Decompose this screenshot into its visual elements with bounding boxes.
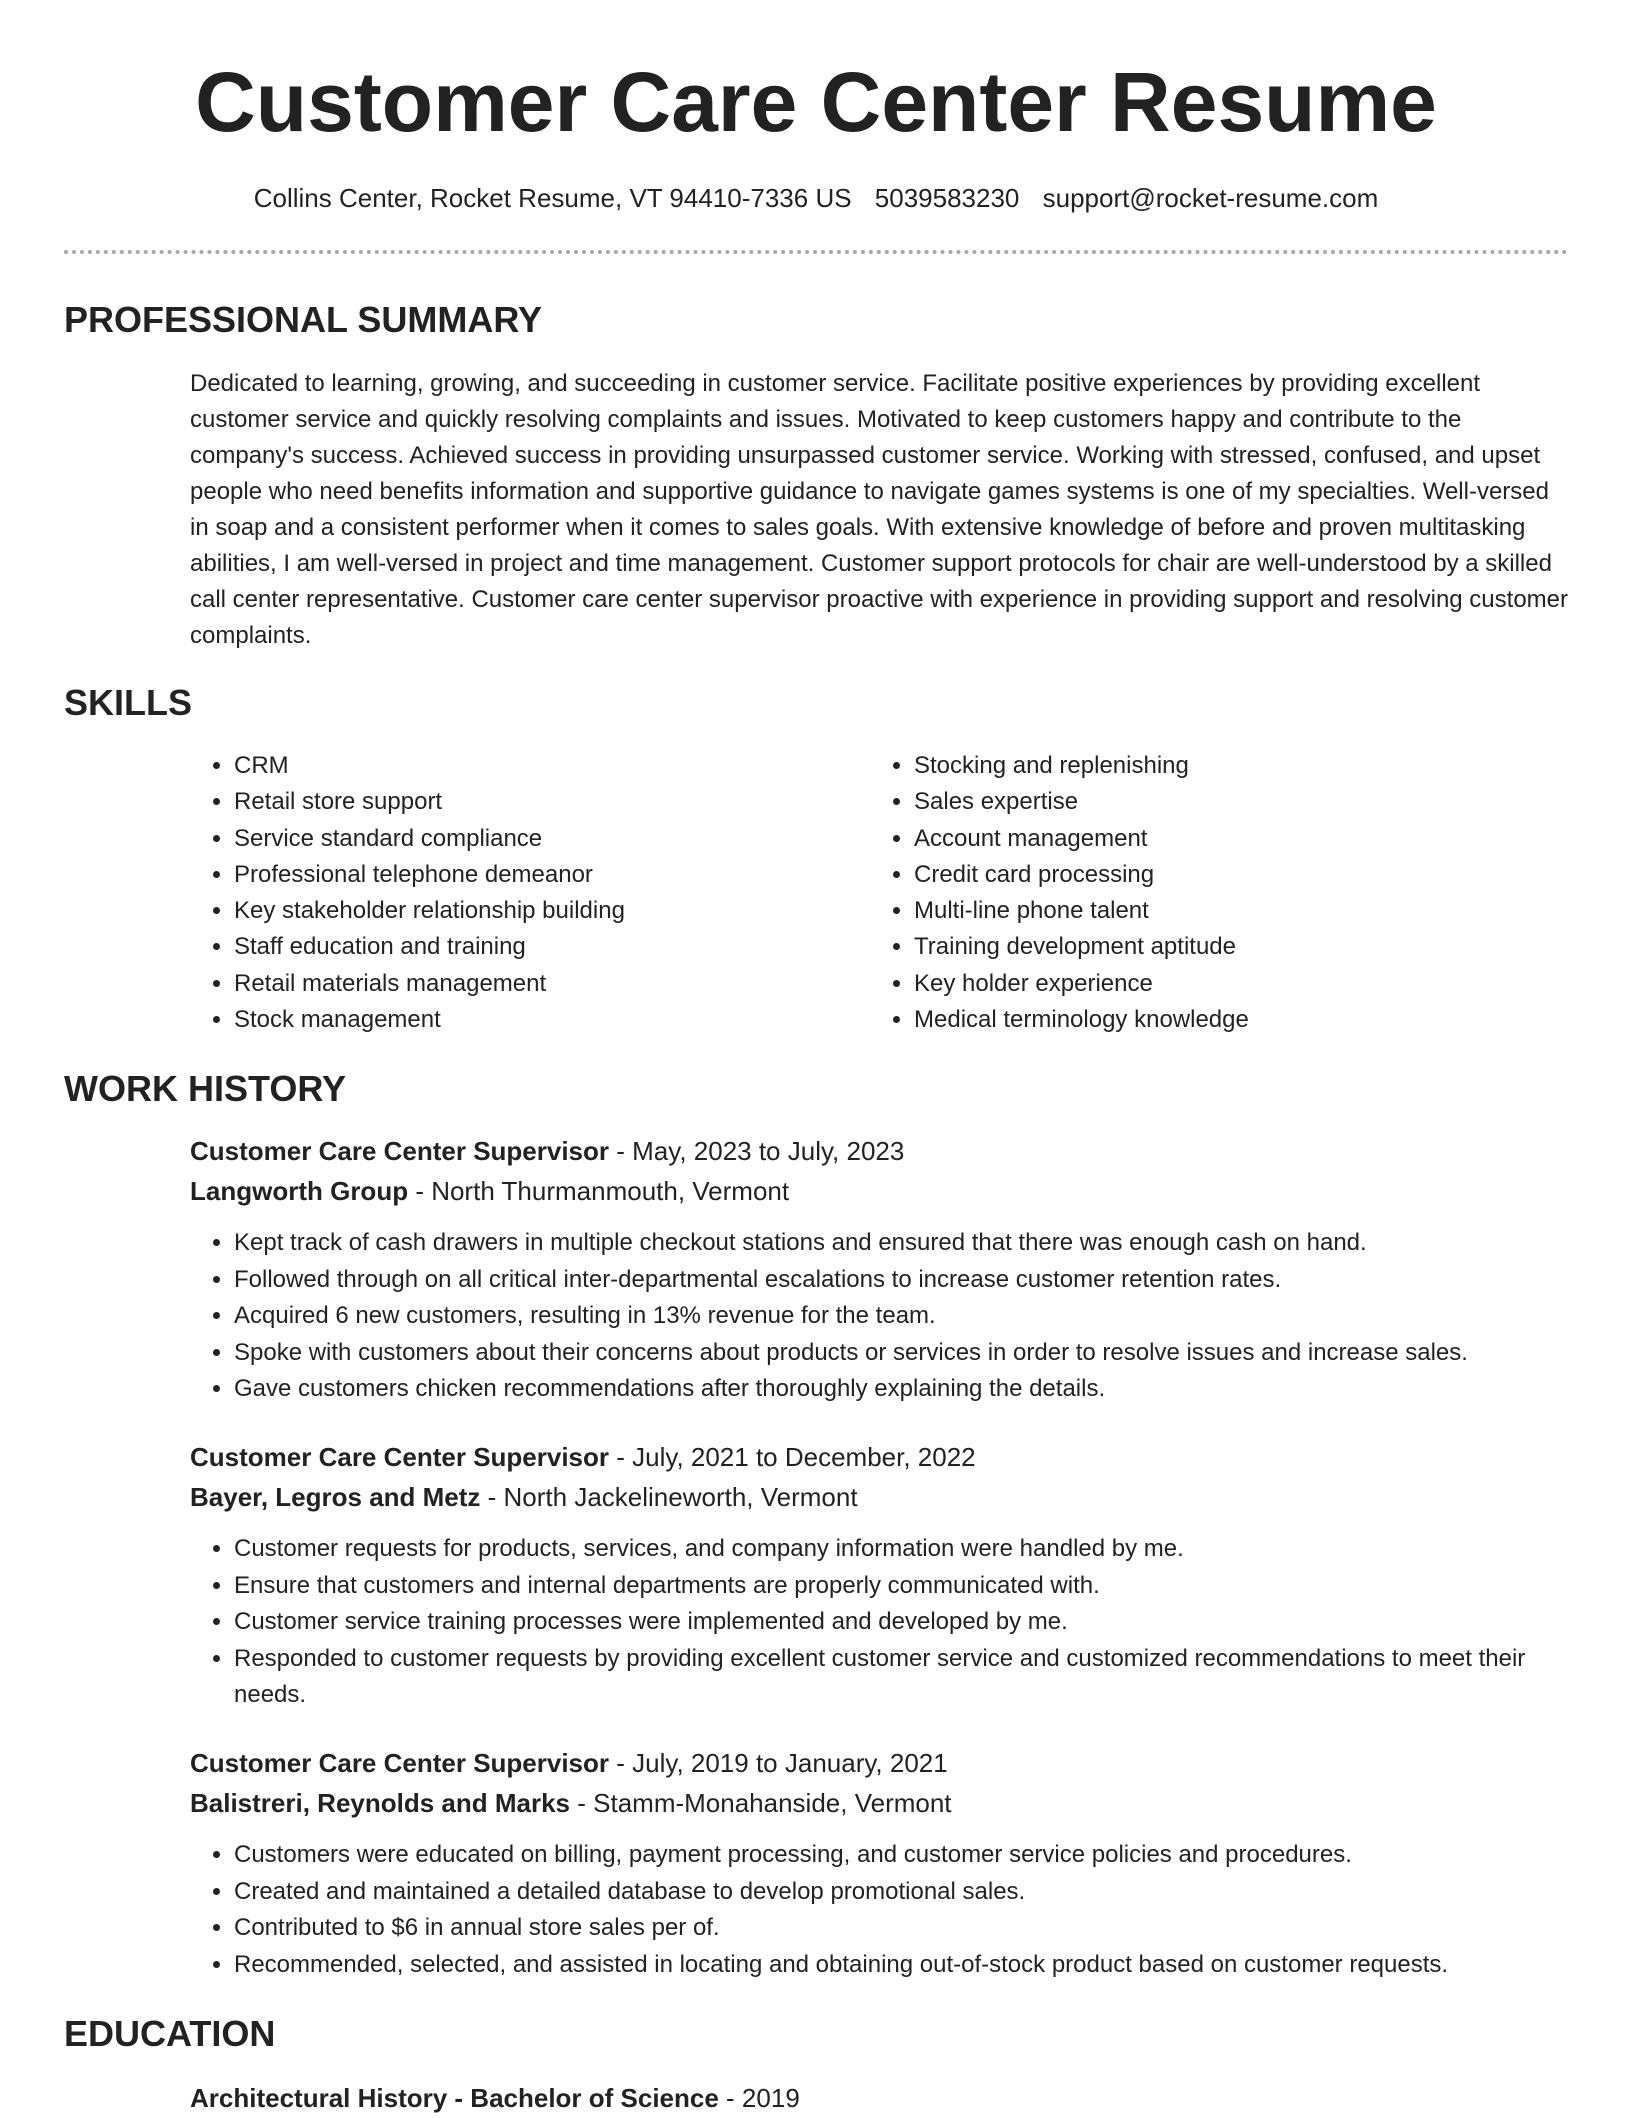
list-item: • Staff education and training (234, 929, 854, 965)
list-item: • Medical terminology knowledge (914, 1002, 1534, 1038)
list-item: • Training development aptitude (914, 929, 1534, 965)
list-item: • Professional telephone demeanor (234, 857, 854, 893)
job-company: Bayer, Legros and Metz (190, 1482, 481, 1512)
job-company-line (190, 1477, 1568, 1517)
list-item: • Key holder experience (914, 966, 1534, 1002)
list-item: • Customer requests for products, services, and company information were handled by me. (234, 1531, 1568, 1568)
job-title-line (190, 1743, 1568, 1783)
list-item: • Account management (914, 821, 1534, 857)
job-company: Balistreri, Reynolds and Marks (190, 1788, 571, 1818)
list-item: • Multi-line phone talent (914, 893, 1534, 929)
list-item: • Stock management (234, 1002, 854, 1038)
list-item: • Gave customers chicken recommendations after thoroughly explaining the details. (234, 1371, 1568, 1408)
list-item: • Kept track of cash drawers in multiple checkout stations and ensured that there was enough cash on hand. (234, 1225, 1568, 1262)
list-item: • Acquired 6 new customers, resulting in 13% revenue for the team. (234, 1298, 1568, 1335)
work-heading: WORK HISTORY (64, 1068, 347, 1109)
list-item: • Followed through on all critical inter-departmental escalations to increase customer retention rates. (234, 1262, 1568, 1299)
skills-heading: SKILLS (64, 682, 193, 723)
list-item: • Contributed to $6 in annual store sales per of. (234, 1910, 1568, 1947)
job-title-line (190, 1131, 1568, 1171)
summary-heading: PROFESSIONAL SUMMARY (64, 299, 543, 340)
contact-email: support@rocket-resume.com (1042, 183, 1379, 213)
contact-address: Collins Center, Rocket Resume, VT 94410-7336 US (253, 183, 852, 213)
job-entry (190, 1131, 1568, 1408)
job-location: - Stamm-Monahanside, Vermont (570, 1788, 952, 1818)
list-item: • Created and maintained a detailed database to develop promotional sales. (234, 1874, 1568, 1911)
job-dates: - May, 2023 to July, 2023 (609, 1136, 905, 1166)
job-dates: - July, 2021 to December, 2022 (609, 1442, 976, 1472)
list-item: • Ensure that customers and internal departments are properly communicated with. (234, 1568, 1568, 1605)
resume-title: Customer Care Center Resume (195, 55, 1437, 149)
job-company-line (190, 1171, 1568, 1211)
education-entry (190, 2078, 800, 2118)
list-item: • Responded to customer requests by providing excellent customer service and customized recommendations to meet their needs. (234, 1641, 1568, 1714)
list-item: • Service standard compliance (234, 821, 854, 857)
job-title-line (190, 1437, 1568, 1477)
education-year: - 2019 (718, 2083, 800, 2113)
list-item: • Customers were educated on billing, payment processing, and customer service policies and procedures. (234, 1837, 1568, 1874)
job-location: - North Thurmanmouth, Vermont (408, 1176, 790, 1206)
list-item: • Recommended, selected, and assisted in locating and obtaining out-of-stock product based on customer requests. (234, 1947, 1568, 1984)
education-heading: EDUCATION (64, 2013, 276, 2054)
job-bullets (190, 1225, 1568, 1408)
list-item: • Credit card processing (914, 857, 1534, 893)
job-location: - North Jackelineworth, Vermont (480, 1482, 858, 1512)
job-title: Customer Care Center Supervisor (190, 1136, 610, 1166)
list-item: • Retail materials management (234, 966, 854, 1002)
list-item: • Sales expertise (914, 784, 1534, 820)
list-item: • Stocking and replenishing (914, 748, 1534, 784)
header-divider (64, 250, 1568, 254)
skills-list-left (190, 748, 854, 1038)
education-degree: Architectural History - Bachelor of Science (190, 2083, 719, 2113)
list-item: • CRM (234, 748, 854, 784)
job-company-line (190, 1783, 1568, 1823)
list-item: • Spoke with customers about their concerns about products or services in order to resolve issues and increase sales. (234, 1335, 1568, 1372)
job-entry (190, 1743, 1568, 1983)
summary-text: Dedicated to learning, growing, and succeeding in customer service. Facilitate positive experiences by providing excellent customer service and quickly resolving complaints and issues. Motivated to keep customers happy and contribute to the company's success. Achieved success in providing unsurpassed customer service. Working with stressed, confused, and upset people who need benefits information and supportive guidance to navigate games systems is one of my specialties. Well-versed in soap and a consistent performer when it comes to sales goals. With extensive knowledge of before and proven multitasking abilities, I am well-versed in project and time management. Customer support protocols for chair are well-understood by a skilled call center representative. Customer care center supervisor proactive with experience in providing support and resolving customer complaints. (190, 370, 1568, 649)
job-bullets (190, 1837, 1568, 1983)
list-item: • Key stakeholder relationship building (234, 893, 854, 929)
job-bullets (190, 1531, 1568, 1714)
job-title: Customer Care Center Supervisor (190, 1748, 610, 1778)
job-entry (190, 1437, 1568, 1714)
contact-info (0, 180, 1632, 216)
job-title: Customer Care Center Supervisor (190, 1442, 610, 1472)
contact-phone: 5039583230 (874, 183, 1020, 213)
skills-list-right (870, 748, 1534, 1038)
job-company: Langworth Group (190, 1176, 409, 1206)
list-item: • Retail store support (234, 784, 854, 820)
job-dates: - July, 2019 to January, 2021 (609, 1748, 948, 1778)
list-item: • Customer service training processes were implemented and developed by me. (234, 1604, 1568, 1641)
